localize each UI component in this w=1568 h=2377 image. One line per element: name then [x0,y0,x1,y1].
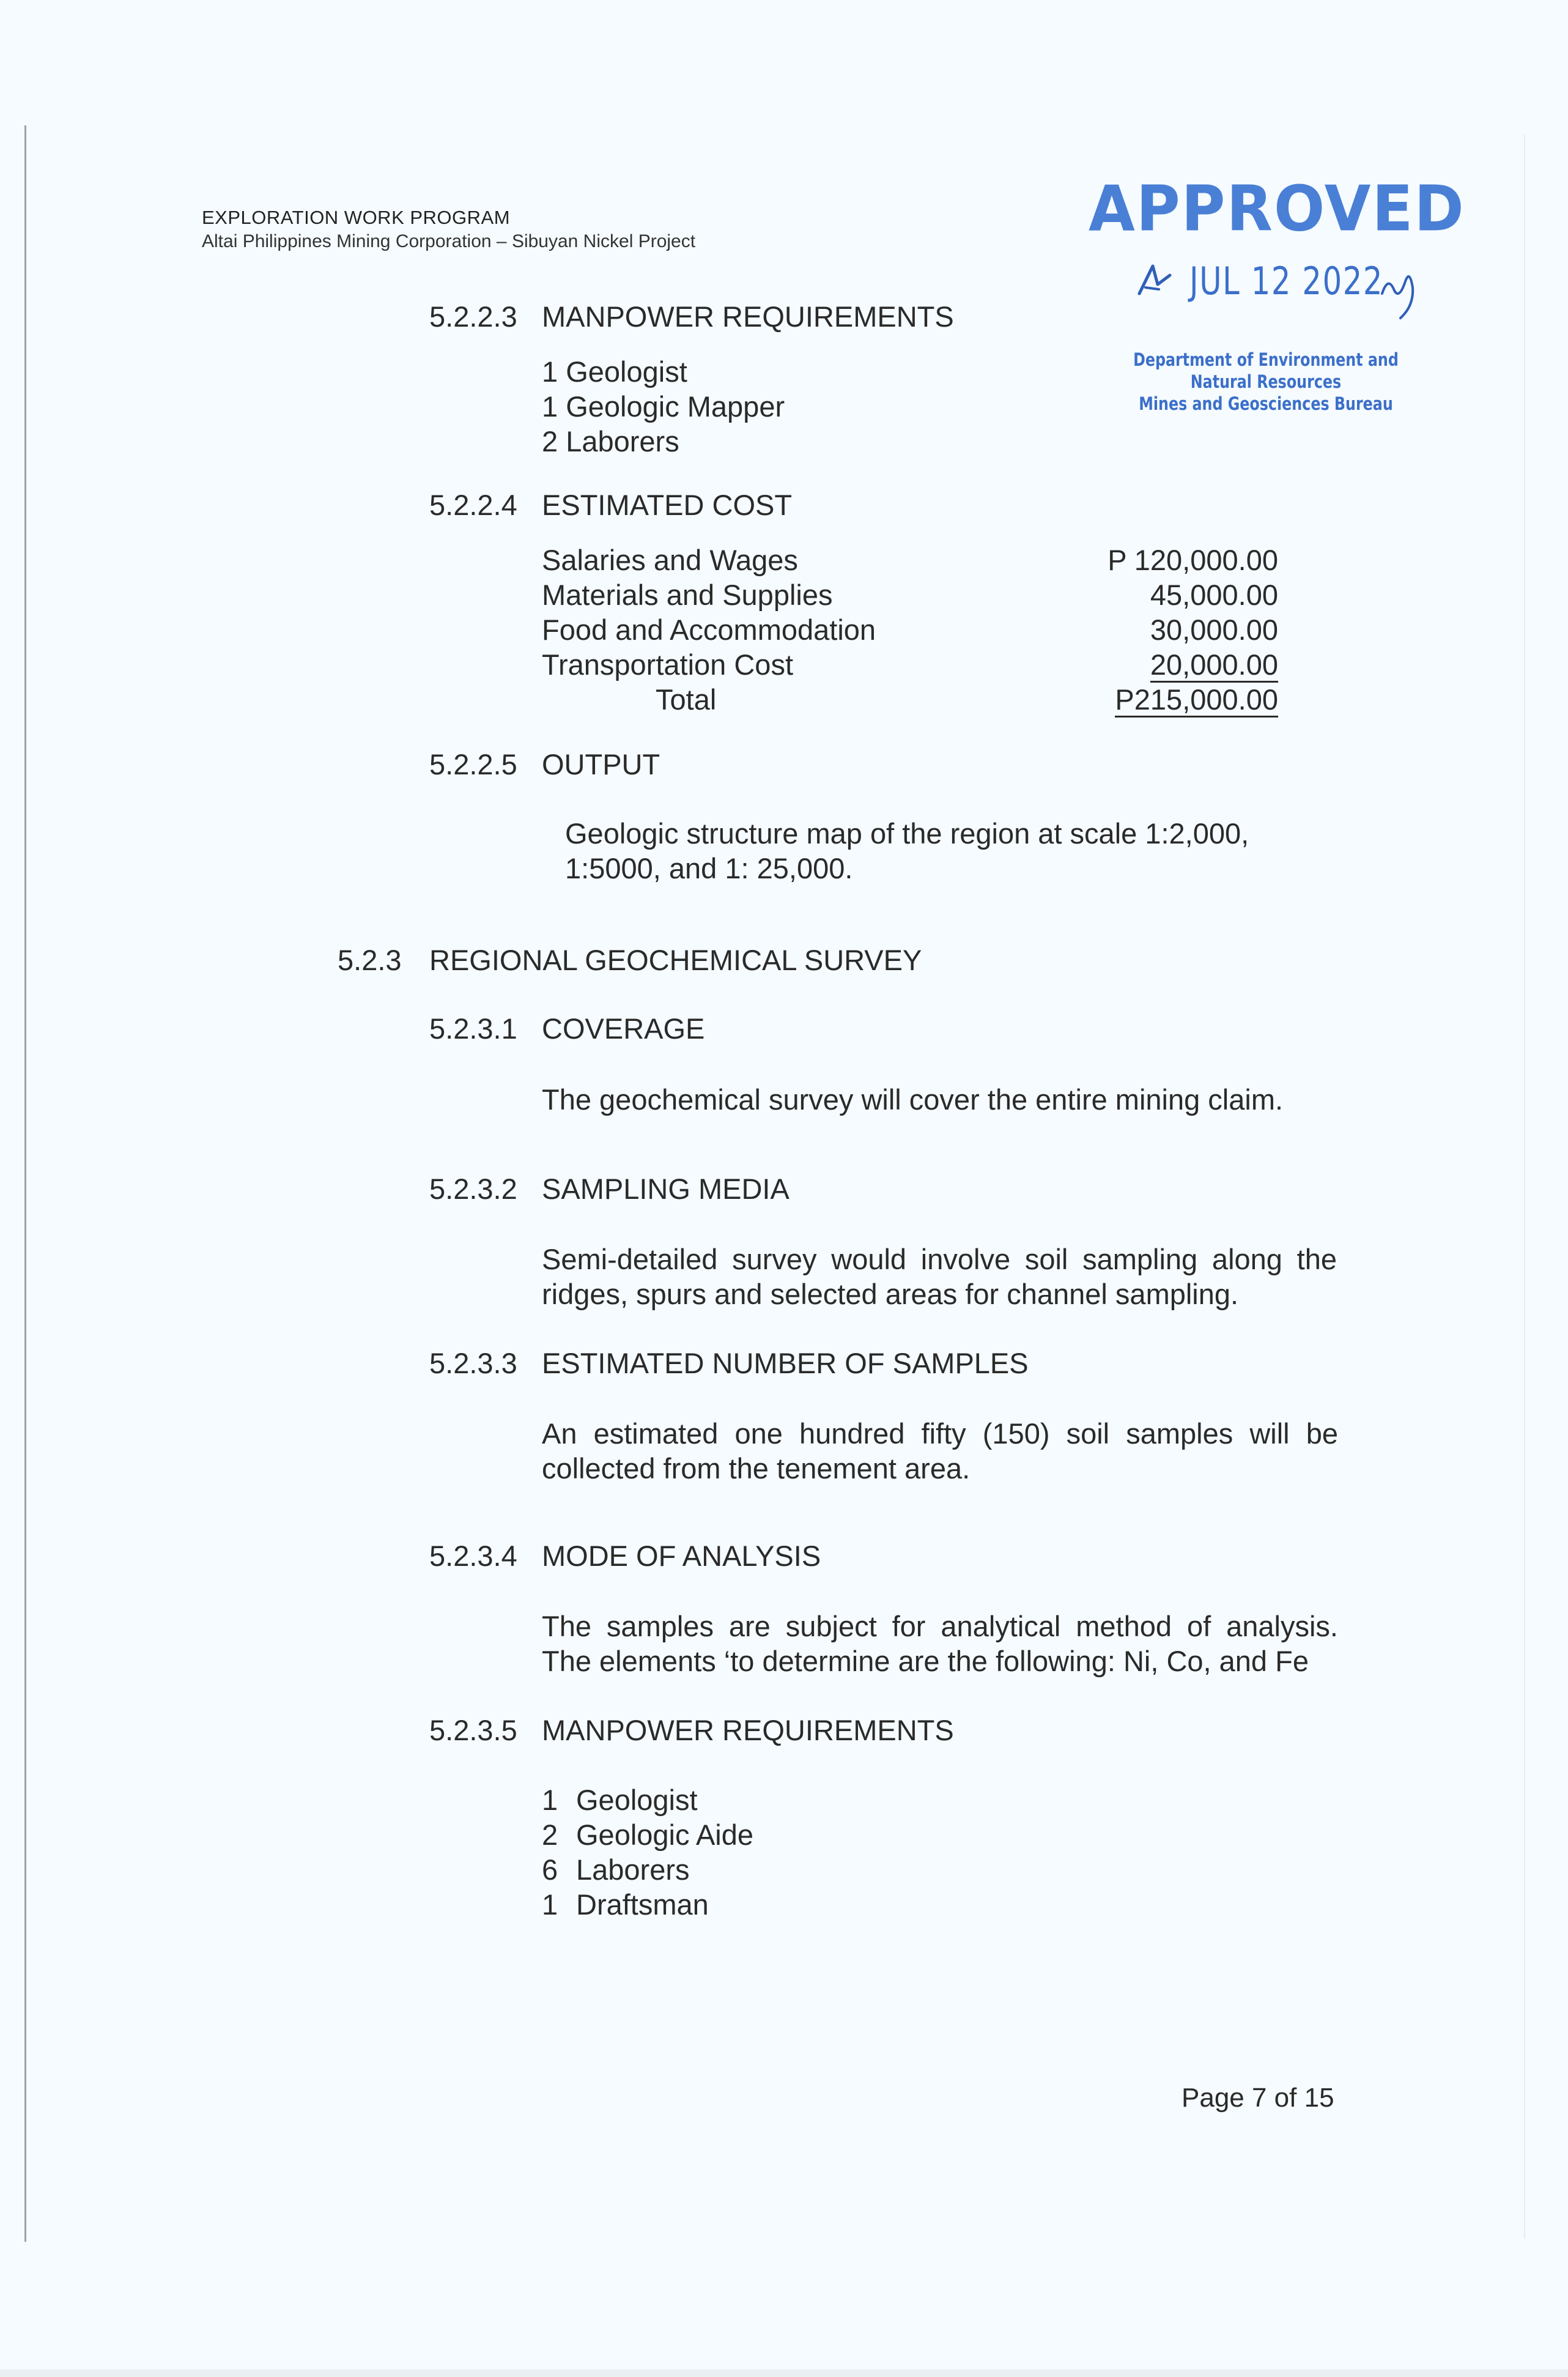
header-title: EXPLORATION WORK PROGRAM [202,207,511,228]
paragraph-line: The elements ‘to determine are the following: Ni, Co, and Fe [542,1645,1309,1677]
paragraph-line: ridges, spurs and selected areas for channel sampling. [542,1278,1239,1310]
section-number-523: 5.2.3 [338,944,402,976]
section-number-5223: 5.2.2.3 [429,300,517,333]
section-number-5225: 5.2.2.5 [429,748,517,781]
paragraph-line: Semi-detailed survey would involve soil sampling along the [542,1243,1337,1275]
analysis-paragraph [542,1609,1338,1678]
scan-bottom-edge [0,2370,1568,2377]
section-title-5225: OUTPUT [542,748,660,781]
paragraph-line: Geologic structure map of the region at scale 1:2,000, [565,817,1249,850]
manpower-role: Draftsman [576,1888,709,1921]
cost-label: Materials and Supplies [542,579,833,611]
cost-total-amount: P215,000.00 [1115,683,1278,718]
cost-label: Salaries and Wages [542,544,798,576]
scan-right-edge [1524,135,1525,2239]
paragraph-line: An estimated one hundred fifty (150) soil samples will be [542,1417,1338,1450]
manpower-qty: 2 [542,1819,558,1851]
section-number-5232: 5.2.3.2 [429,1173,517,1205]
samples-paragraph [542,1416,1338,1486]
cost-amount: P 120,000.00 [1108,544,1278,576]
section-title-523: REGIONAL GEOCHEMICAL SURVEY [429,944,922,976]
manpower-role: Geologic Aide [576,1819,754,1851]
coverage-paragraph: The geochemical survey will cover the entire mining claim. [542,1083,1284,1116]
section-title-5234: MODE OF ANALYSIS [542,1540,821,1572]
cost-total-underlined [1076,683,1278,716]
sampling-media-paragraph [542,1242,1337,1311]
stamp-date: JUL 12 2022 [1189,259,1384,303]
paragraph-line: 1:5000, and 1: 25,000. [565,852,853,884]
stamp-approved: APPROVED [1089,172,1465,246]
stamp-dept-line2: Mines and Geosciences Bureau [1139,393,1393,414]
paragraph-line: collected from the tenement area. [542,1452,971,1485]
cost-label: Food and Accommodation [542,614,876,646]
section-number-5235: 5.2.3.5 [429,1714,517,1746]
cost-amount-underlined [1076,648,1278,681]
list-item: 2 Laborers [542,425,679,458]
cost-amount: 45,000.00 [1150,579,1278,611]
cost-label: Transportation Cost [542,648,793,681]
output-paragraph [565,816,1287,886]
manpower-role: Laborers [576,1853,690,1886]
stamp-dept-line1: Department of Environment and Natural Resources [1133,349,1399,392]
cost-total-label: Total [656,683,717,716]
approval-stamp [1089,172,1465,419]
manpower-qty: 1 [542,1784,558,1816]
list-item: 1 Geologist [542,355,687,388]
header-subtitle: Altai Philippines Mining Corporation – Sibuyan Nickel Project [202,231,696,251]
section-number-5234: 5.2.3.4 [429,1540,517,1572]
signature-mark-icon [1134,260,1177,303]
list-item: 1 Geologic Mapper [542,390,785,423]
cost-amount-value: 20,000.00 [1150,648,1278,683]
initial-mark-icon [1376,257,1425,324]
section-title-5224: ESTIMATED COST [542,489,793,521]
scan-left-edge [24,125,26,2242]
section-title-5223: MANPOWER REQUIREMENTS [542,300,954,333]
paragraph-line: The samples are subject for analytical method of analysis. [542,1610,1338,1642]
section-number-5231: 5.2.3.1 [429,1012,517,1045]
manpower-role: Geologist [576,1784,698,1816]
stamp-department [1115,349,1416,415]
page-number: Page 7 of 15 [1182,2083,1334,2113]
section-title-5235: MANPOWER REQUIREMENTS [542,1714,954,1746]
section-title-5231: COVERAGE [542,1012,705,1045]
cost-amount: 30,000.00 [1150,614,1278,646]
section-title-5232: SAMPLING MEDIA [542,1173,790,1205]
manpower-qty: 1 [542,1888,558,1921]
manpower-qty: 6 [542,1853,558,1886]
section-title-5233: ESTIMATED NUMBER OF SAMPLES [542,1347,1029,1379]
document-header [202,207,695,252]
section-number-5233: 5.2.3.3 [429,1347,517,1379]
section-number-5224: 5.2.2.4 [429,489,517,521]
